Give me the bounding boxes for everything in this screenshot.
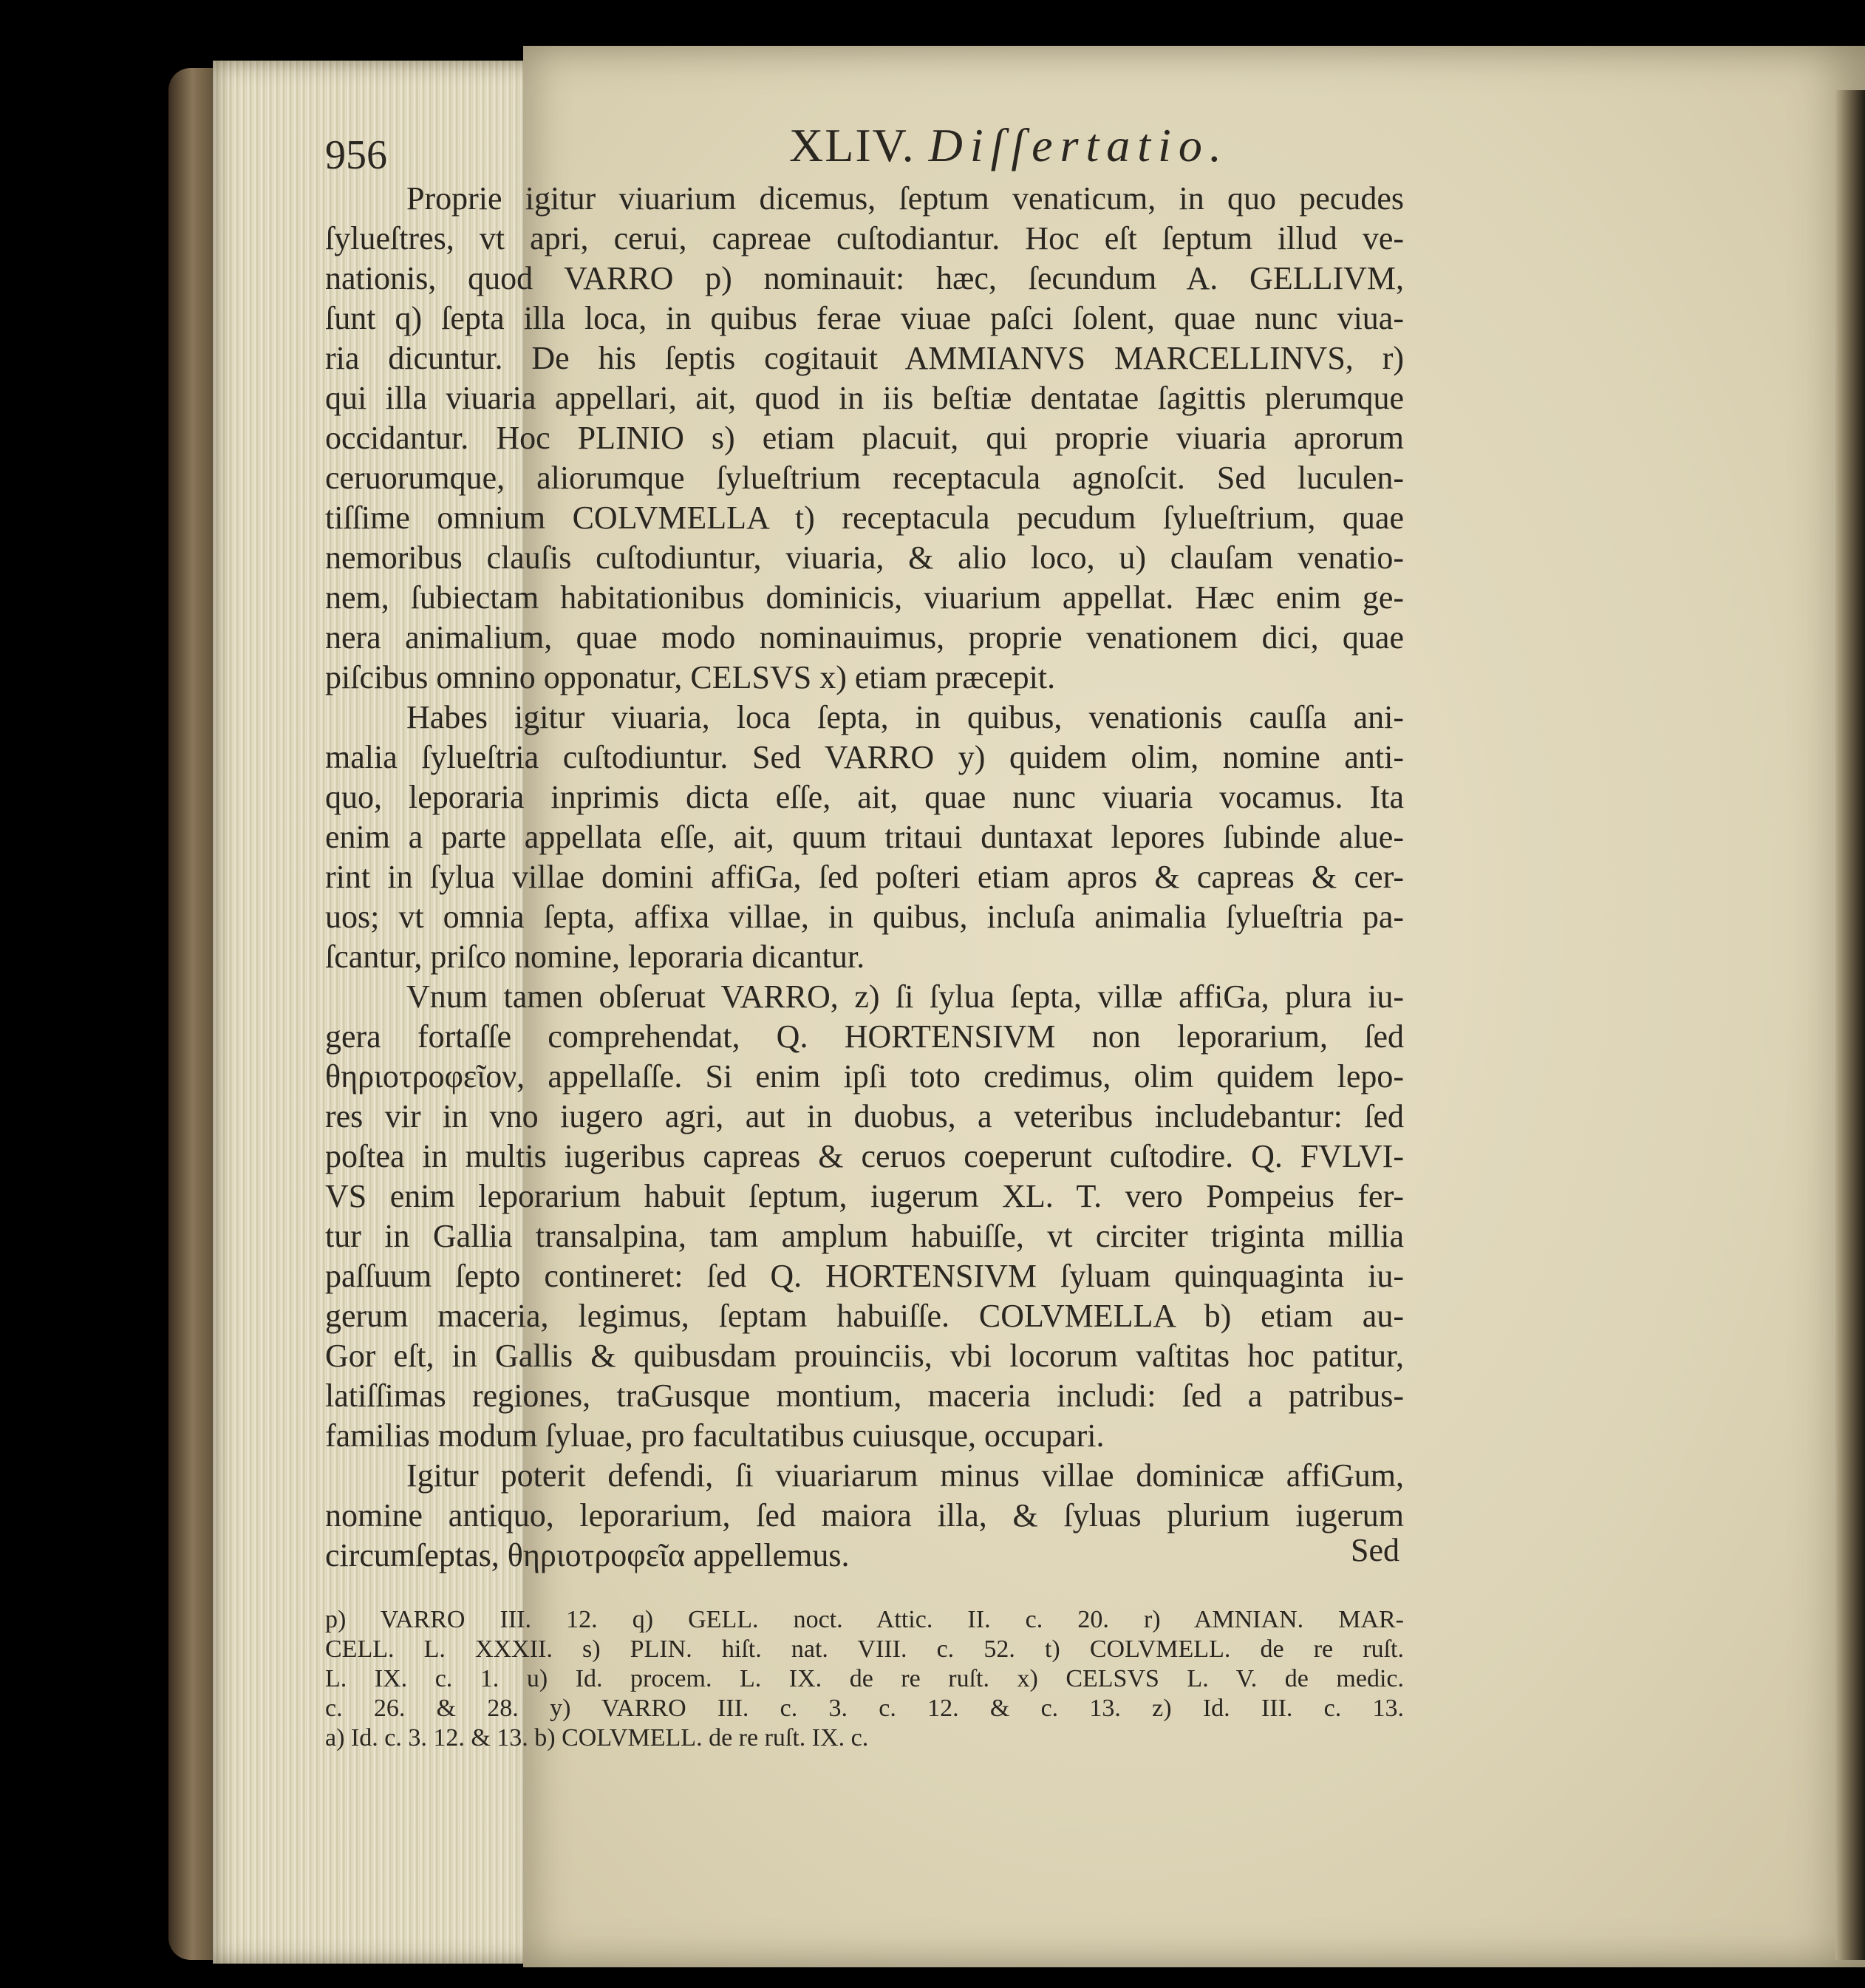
running-title-text: Diſſertatio. — [928, 119, 1229, 171]
text-line: gera fortaſſe comprehendat, Q. HORTENSIVM non leporarium, ſed — [325, 1018, 1404, 1055]
text-line: occidantur. Hoc PLINIO s) etiam placuit, qui proprie viuaria aprorum — [325, 420, 1404, 456]
text-line: Igitur poterit defendi, ſi viuariarum minus villae dominicæ affiGum, — [406, 1457, 1404, 1494]
footnote-line: p) VARRO III. 12. q) GELL. noct. Attic. II. c. 20. r) AMNIAN. MAR- — [325, 1606, 1404, 1633]
text-line: quo, leporaria inprimis dicta eſſe, ait, quae nunc viuaria vocamus. Ita — [325, 779, 1404, 815]
text-line: tiſſime omnium COLVMELLA t) receptacula pecudum ſylueſtrium, quae — [325, 500, 1404, 536]
text-line: ſunt q) ſepta illa loca, in quibus ferae viuae paſci ſolent, quae nunc viua- — [325, 300, 1404, 336]
text-line: res vir in vno iugero agri, aut in duobus, a veteribus includebantur: ſed — [325, 1098, 1404, 1134]
text-line: nationis, quod VARRO p) nominauit: hæc, ſecundum A. GELLIVM, — [325, 260, 1404, 296]
text-line: Proprie igitur viuarium dicemus, ſeptum venaticum, in quo pecudes — [406, 180, 1404, 217]
text-line: piſcibus omnino opponatur, CELSVS x) etiam præcepit. — [325, 659, 1056, 695]
body-text — [325, 179, 1404, 1576]
text-line: nomine antiquo, leporarium, ſed maiora illa, & ſyluas plurium iugerum — [325, 1497, 1404, 1533]
text-line: rint in ſylua villae domini affiGa, ſed poſteri etiam apros & capreas & cer- — [325, 859, 1404, 895]
text-line: malia ſylueſtria cuſtodiuntur. Sed VARRO y) quidem olim, nomine anti- — [325, 739, 1404, 775]
footnote-line: a) Id. c. 3. 12. & 13. b) COLVMELL. de re ruſt. IX. c. — [325, 1724, 869, 1752]
text-line: paſſuum ſepto contineret: ſed Q. HORTENSIVM ſyluam quinquaginta iu- — [325, 1258, 1404, 1294]
text-line: nera animalium, quae modo nominauimus, proprie venationem dici, quae — [325, 619, 1404, 656]
text-line: ſylueſtres, vt apri, cerui, capreae cuſtodiantur. Hoc eſt ſeptum illud ve- — [325, 220, 1404, 256]
text-line: Vnum tamen obſeruat VARRO, z) ſi ſylua ſepta, villæ affiGa, plura iu- — [406, 978, 1404, 1015]
text-line: poſtea in multis iugeribus capreas & ceruos coeperunt cuſtodire. Q. FVLVI- — [325, 1138, 1404, 1174]
footnote-line: c. 26. & 28. y) VARRO III. c. 3. c. 12. & c. 13. z) Id. III. c. 13. — [325, 1695, 1404, 1722]
text-line: nem, ſubiectam habitationibus dominicis, viuarium appellat. Hæc enim ge- — [325, 579, 1404, 616]
text-line: Habes igitur viuaria, loca ſepta, in quibus, venationis cauſſa ani- — [406, 699, 1404, 735]
catchword: Sed — [1351, 1532, 1399, 1568]
text-line: ſcantur, priſco nomine, leporaria dicantur. — [325, 939, 865, 975]
text-line: Gor eſt, in Gallis & quibusdam prouinciis, vbi locorum vaſtitas hoc patitur, — [325, 1338, 1404, 1374]
text-line: ceruorumque, aliorumque ſylueſtrium receptacula agnoſcit. Sed luculen- — [325, 460, 1404, 496]
running-title — [789, 118, 1229, 173]
text-line: enim a parte appellata eſſe, ait, quum tritaui duntaxat lepores ſubinde alue- — [325, 819, 1404, 855]
text-line: familias modum ſyluae, pro facultatibus cuiusque, occupari. — [325, 1417, 1105, 1454]
page-number: 956 — [325, 132, 387, 178]
text-line: nemoribus clauſis cuſtodiuntur, viuaria, & alio loco, u) clauſam venatio- — [325, 539, 1404, 576]
text-line: θηριοτροφεῖον, appellaſſe. Si enim ipſi toto credimus, olim quidem lepo- — [325, 1058, 1404, 1095]
text-line: tur in Gallia transalpina, tam amplum habuiſſe, vt circiter triginta millia — [325, 1218, 1404, 1254]
text-line: VS enim leporarium habuit ſeptum, iugerum XL. T. vero Pompeius fer- — [325, 1178, 1404, 1214]
footnote-line: L. IX. c. 1. u) Id. procem. L. IX. de re ruſt. x) CELSVS L. V. de medic. — [325, 1665, 1404, 1692]
footnote-line: CELL. L. XXXII. s) PLIN. hiſt. nat. VIII. c. 52. t) COLVMELL. de re ruſt. — [325, 1635, 1404, 1663]
text-line: qui illa viuaria appellari, ait, quod in iis beſtiæ dentatae ſagittis plerumque — [325, 380, 1404, 416]
running-title-number: XLIV. — [789, 119, 916, 171]
text-line: ria dicuntur. De his ſeptis cogitauit AMMIANVS MARCELLINVS, r) — [325, 340, 1404, 376]
text-line: circumſeptas, θηριοτροφεῖα appellemus. — [325, 1537, 850, 1573]
text-line: latiſſimas regiones, traGusque montium, maceria includi: ſed a patribus- — [325, 1378, 1404, 1414]
footnotes — [325, 1605, 1404, 1753]
gutter-shadow — [1835, 90, 1865, 1960]
text-line: uos; vt omnia ſepta, affixa villae, in quibus, incluſa animalia ſylueſtria pa- — [325, 899, 1404, 935]
text-line: gerum maceria, legimus, ſeptam habuiſſe. COLVMELLA b) etiam au- — [325, 1298, 1404, 1334]
